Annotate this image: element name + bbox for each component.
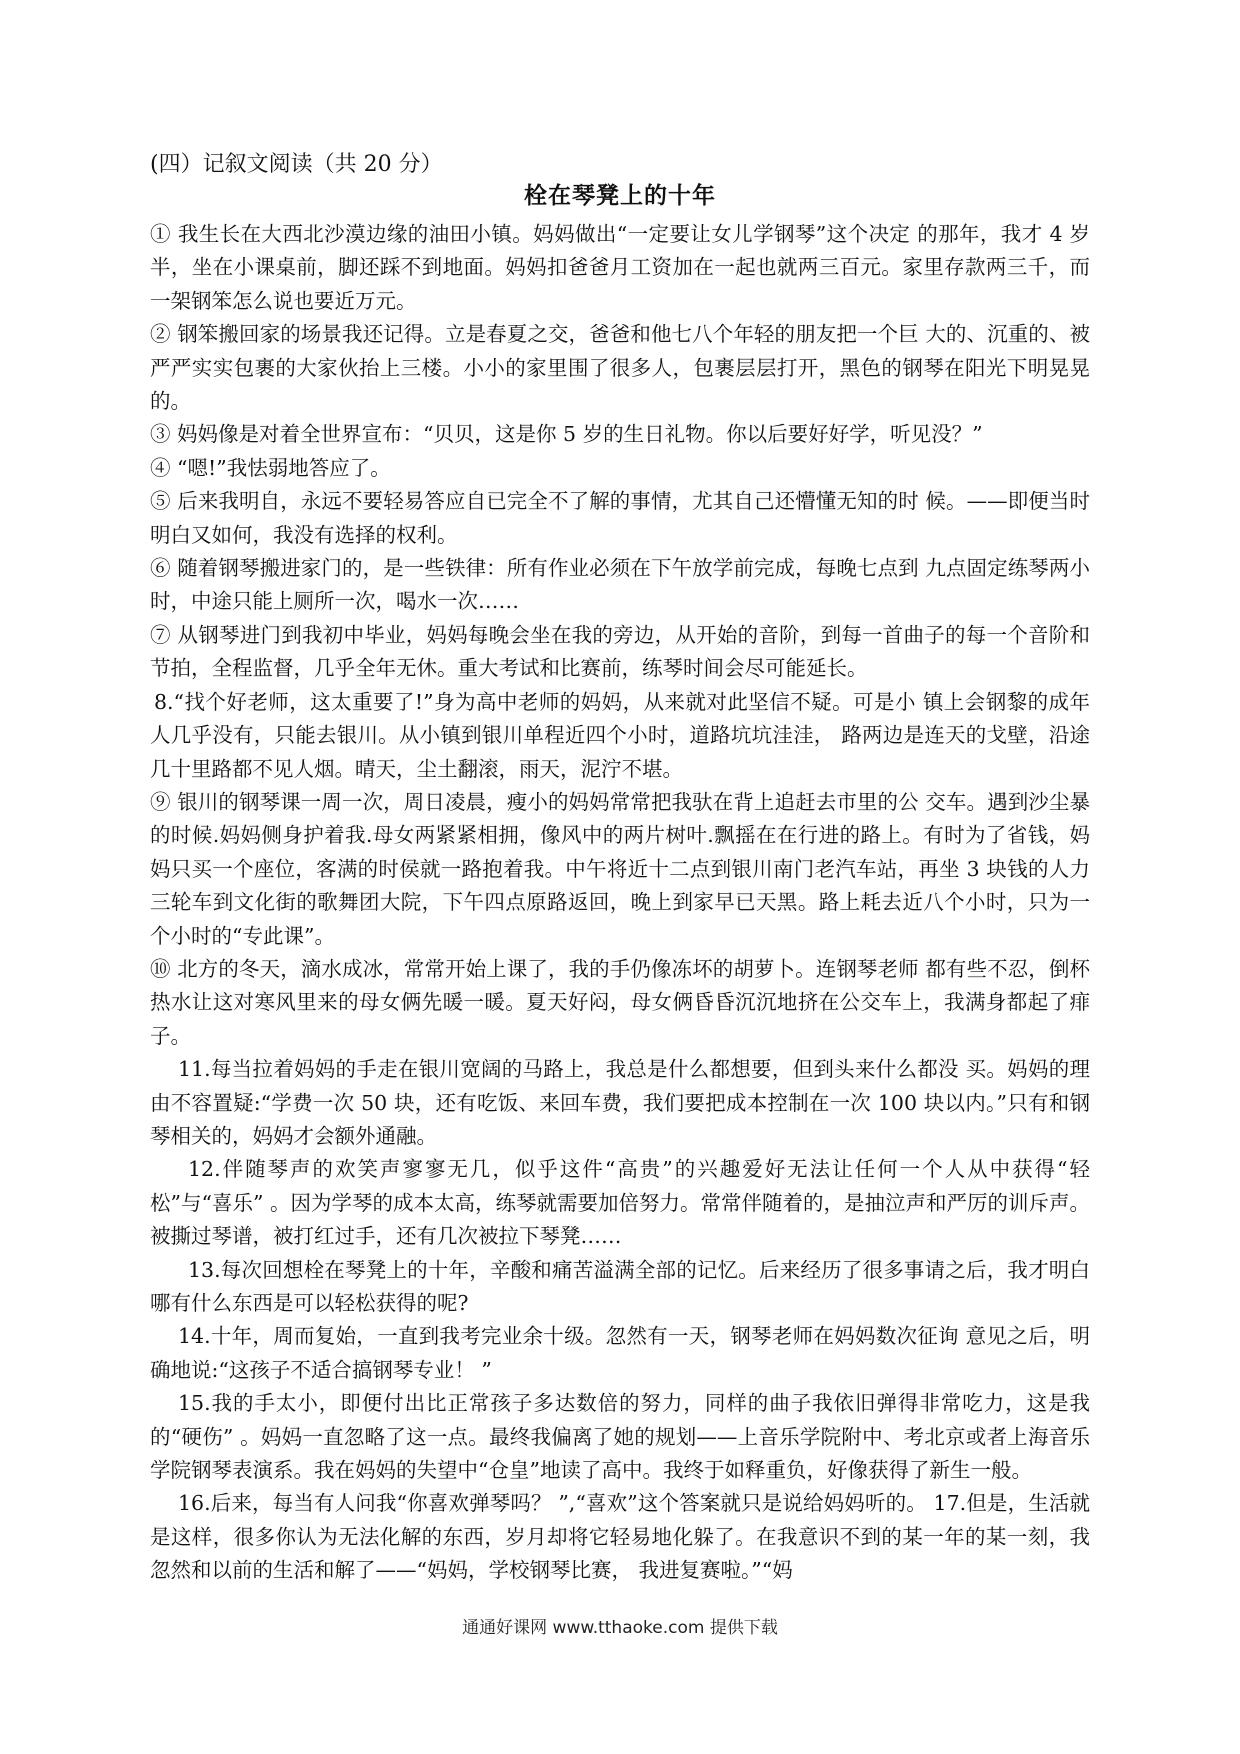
- paragraph-6: ⑥ 随着钢琴搬进家门的，是一些铁律：所有作业必须在下午放学前完成，每晚七点到 九点固定练琴两小时，中途只能上厕所一次，喝水一次……: [150, 556, 1090, 614]
- article-title: 栓在琴凳上的十年: [524, 182, 716, 209]
- paragraph-12: 12.伴随琴声的欢笑声寥寥无几，似乎这件“高贵”的兴趣爱好无法让任何一个人从中获得“轻松”与“喜乐” 。因为学琴的成本太高，练琴就需要加倍努力。常常伴随着的，是抽泣声和严厉的训斥声。被撕过琴谱，被打红过手，还有几次被拉下琴凳……: [150, 1157, 1090, 1249]
- paragraph-11: 11.每当拉着妈妈的手走在银川宽阔的马路上，我总是什么都想要，但到头来什么都没 买。妈妈的理由不容置疑:“学费一次 50 块，还有吃饭、来回车费，我们要把成本控制在一次 100 块以内。”只有和钢琴相关的，妈妈才会额外通融。: [150, 1057, 1090, 1148]
- paragraph-15: 15.我的手太小，即便付出比正常孩子多达数倍的努力，同样的曲子我依旧弹得非常吃力，这是我的“硬伤” 。妈妈一直忽略了这一点。最终我偏离了她的规划——上音乐学院附中、考北京或者上海音乐学院钢琴表演系。我在妈妈的失望中“仓皇”地读了高中。我终于如释重负，好像获得了新生一般。: [150, 1391, 1090, 1483]
- paragraph-16: 16.后来，每当有人问我“你喜欢弹琴吗？ ”,“喜欢”这个答案就只是说给妈妈听的。 17.但是，生活就是这样，很多你认为无法化解的东西，岁月却将它轻易地化躲了。在我意识不到的某一年的某一刻，我忽然和以前的生活和解了——“妈妈，学校钢琴比赛， 我进复赛啦。”“妈: [150, 1491, 1090, 1583]
- paragraph-1: ① 我生长在大西北沙漠边缘的油田小镇。妈妈做出“一定要让女儿学钢琴”这个决定 的那年，我才 4 岁半，坐在小课桌前，脚还踩不到地面。妈妈扣爸爸月工资加在一起也就两三百元。家里存款两三千，而一架钢笨怎么说也要近万元。: [150, 222, 1090, 313]
- article-body: [150, 218, 1090, 1588]
- paragraph-8: 8.“找个好老师，这太重要了!”身为高中老师的妈妈，从来就对此坚信不疑。可是小 镇上会钢黎的成年人几乎没有，只能去银川。从小镇到银川单程近四个小时，道路坑坑洼洼， 路两边是连天的戈壁，沿途几十里路都不见人烟。晴天，尘土翻滚，雨天，泥泞不堪。: [150, 689, 1090, 781]
- paragraph-4: ④ “嗯!”我怯弱地答应了。: [150, 455, 391, 480]
- paragraph-9: ⑨ 银川的钢琴课一周一次，周日凌晨，瘦小的妈妈常常把我驮在背上追赶去市里的公 交车。遇到沙尘暴的时候.妈妈侧身护着我.母女两紧紧相拥，像风中的两片树叶.飘摇在在行进的路上。有时为了省钱，妈妈只买一个座位，客满的时侯就一路抱着我。中午将近十二点到银川南门老汽车站，再坐 3 块钱的人力三轮车到文化街的歌舞团大院，下午四点原路返回，晚上到家早已天黑。路上耗去近八个小时，只为一个小时的“专此课”。: [150, 789, 1090, 948]
- paragraph-13: 13.每次回想栓在琴凳上的十年，辛酸和痛苦溢满全部的记忆。后来经历了很多事请之后，我才明白哪有什么东西是可以轻松获得的呢?: [150, 1257, 1090, 1315]
- footer-download-note: 通通好课网 www.tthaoke.com 提供下载: [462, 1618, 778, 1638]
- paragraph-2: ② 钢笨搬回家的场景我还记得。立是春夏之交，爸爸和他七八个年轻的朋友把一个巨 大的、沉重的、被严严实实包裹的大家伙抬上三楼。小小的家里围了很多人，包裹层层打开，黑色的钢琴在阳光下明晃晃的。: [150, 322, 1090, 414]
- paragraph-7: ⑦ 从钢琴进门到我初中毕业，妈妈每晚会坐在我的旁边，从开始的音阶，到每一首曲子的每一个音阶和节拍，全程监督，几乎全年无休。重大考试和比赛前，练琴时间会尽可能延长。: [150, 622, 1090, 681]
- paragraph-14: 14.十年，周而复始，一直到我考完业余十级。忽然有一天，钢琴老师在妈妈数次征询 意见之后，明确地说:“这孩子不适合搞钢琴专业！ ”: [150, 1324, 1090, 1382]
- section-heading: (四）记叙文阅读（共 20 分）: [150, 152, 443, 177]
- paragraph-5: ⑤ 后来我明自，永远不要轻易答应自已完全不了解的事情，尤其自己还懵懂无知的时 候。——即便当时明白又如何，我没有选择的权利。: [150, 489, 1090, 547]
- paragraph-10: ⑩ 北方的冬天，滴水成冰，常常开始上课了，我的手仍像冻坏的胡萝卜。连钢琴老师 都有些不忍，倒杯热水让这对寒风里来的母女俩先暖一暖。夏天好闷，母女俩昏昏沉沉地挤在公交车上，我满身都起了痱子。: [150, 956, 1090, 1048]
- paragraph-3: ③ 妈妈像是对着全世界宣布：“贝贝，这是你 5 岁的生日礼物。你以后要好好学，听见没？”: [150, 422, 983, 447]
